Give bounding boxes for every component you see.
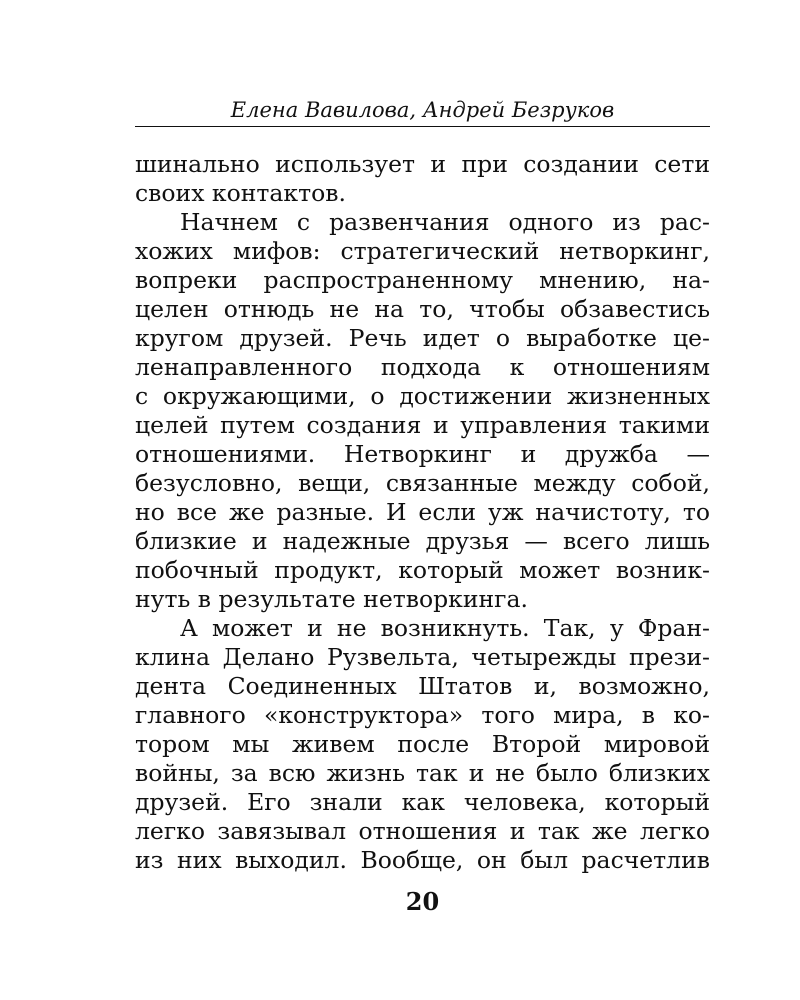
text-line: близкие и надежные друзья — всего лишь: [135, 527, 710, 555]
text-line: тором мы живем после Второй мировой: [135, 730, 710, 758]
text-line: шинально использует и при создании сети: [135, 150, 710, 178]
text-line: отношениями. Нетворкинг и дружба —: [135, 440, 710, 468]
text-line: безусловно, вещи, связанные между собой,: [135, 469, 710, 497]
text-line: хожих мифов: стратегический нетворкинг,: [135, 237, 710, 265]
text-line: Начнем с развенчания одного из рас-: [180, 208, 710, 236]
text-line: но все же разные. И если уж начистоту, то: [135, 498, 710, 526]
text-line: нуть в результате нетворкинга.: [135, 585, 528, 613]
text-line: клина Делано Рузвельта, четырежды прези-: [135, 643, 710, 671]
text-line: вопреки распространенному мнению, на-: [135, 266, 710, 294]
text-line: с окружающими, о достижении жизненных: [135, 382, 710, 410]
text-line: дента Соединенных Штатов и, возможно,: [135, 672, 710, 700]
text-line: из них выходил. Вообще, он был расчетлив: [135, 846, 710, 874]
text-line: кругом друзей. Речь идет о выработке це-: [135, 324, 710, 352]
text-line: ленаправленного подхода к отношениям: [135, 353, 710, 381]
header-rule: [135, 126, 710, 127]
text-line: войны, за всю жизнь так и не было близких: [135, 759, 710, 787]
page-number: 20: [405, 887, 440, 916]
text-line: своих контактов.: [135, 179, 346, 207]
running-head: Елена Вавилова, Андрей Безруков: [230, 98, 615, 122]
text-line: целен отнюдь не на то, чтобы обзавестись: [135, 295, 710, 323]
text-line: А может и не возникнуть. Так, у Фран-: [180, 614, 710, 642]
text-line: друзей. Его знали как человека, который: [135, 788, 710, 816]
text-line: легко завязывал отношения и так же легко: [135, 817, 710, 845]
text-line: побочный продукт, который может возник-: [135, 556, 710, 584]
text-line: главного «конструктора» того мира, в ко-: [135, 701, 710, 729]
text-line: целей путем создания и управления такими: [135, 411, 710, 439]
